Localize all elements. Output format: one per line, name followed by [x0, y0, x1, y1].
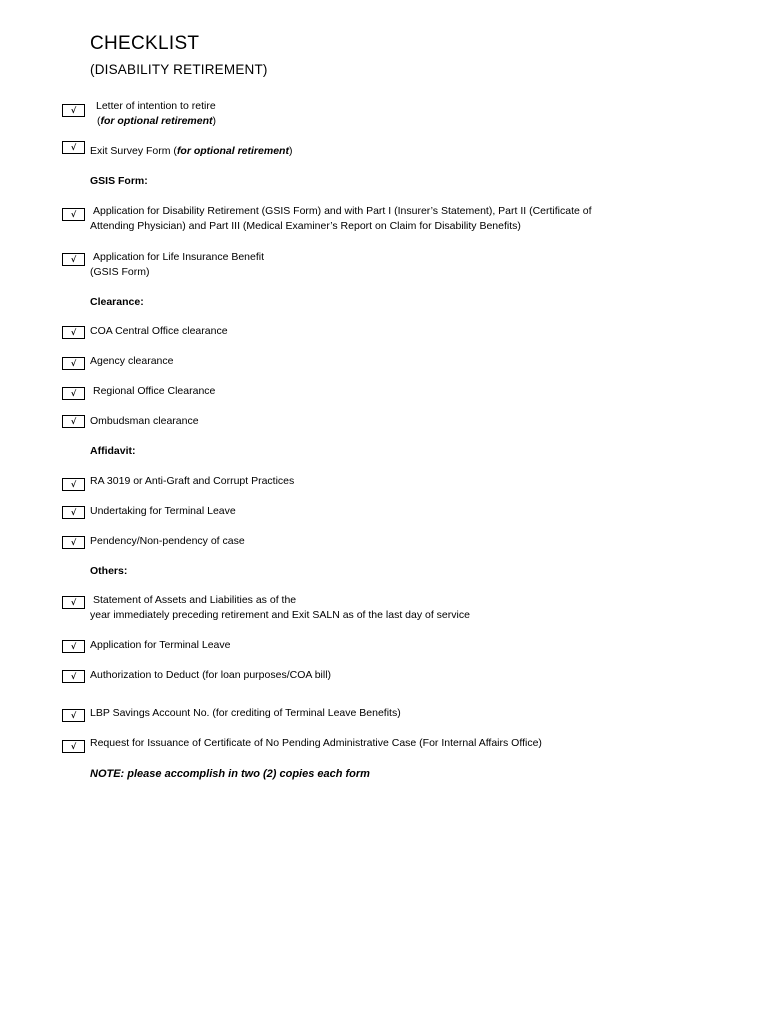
checkbox-undertaking[interactable]: [62, 506, 85, 519]
check-mark-icon: √: [70, 711, 77, 720]
item-letter-intention: Letter of intention to retire (for optional retirement): [96, 100, 217, 127]
checkbox-life-insurance[interactable]: [62, 253, 85, 266]
check-mark-icon: √: [70, 508, 77, 517]
page-title: CHECKLIST: [90, 33, 200, 54]
section-clearance: Clearance:: [90, 296, 144, 308]
item-agency-clearance: Agency clearance: [90, 355, 174, 367]
checkbox-no-pending-case[interactable]: [62, 740, 85, 753]
check-mark-icon: √: [70, 417, 77, 426]
page-subtitle: (DISABILITY RETIREMENT): [90, 62, 268, 77]
item-terminal-leave-application: Application for Terminal Leave: [90, 639, 231, 651]
checkbox-ra3019[interactable]: [62, 478, 85, 491]
item-regional-clearance: Regional Office Clearance: [93, 385, 216, 397]
check-mark-icon: √: [70, 598, 77, 607]
section-gsis-form: GSIS Form:: [90, 175, 148, 187]
item-authorization-deduct: Authorization to Deduct (for loan purposes/COA bill): [90, 669, 332, 681]
checkbox-disability-application[interactable]: [62, 208, 85, 221]
checkbox-coa-clearance[interactable]: [62, 326, 85, 339]
item-undertaking: Undertaking for Terminal Leave: [90, 505, 236, 517]
checkbox-authorization-deduct[interactable]: [62, 670, 85, 683]
check-mark-icon: √: [70, 328, 77, 337]
checkbox-pendency[interactable]: [62, 536, 85, 549]
section-others: Others:: [90, 565, 128, 577]
note: NOTE: please accomplish in two (2) copies each form: [90, 768, 370, 780]
checkbox-ombudsman-clearance[interactable]: [62, 415, 85, 428]
item-pendency: Pendency/Non-pendency of case: [90, 535, 245, 547]
checkbox-agency-clearance[interactable]: [62, 357, 85, 370]
checkbox-lbp-account[interactable]: [62, 709, 85, 722]
item-coa-clearance: COA Central Office clearance: [90, 325, 228, 337]
item-life-insurance: Application for Life Insurance Benefit (GSIS Form): [90, 251, 265, 278]
check-mark-icon: √: [70, 143, 77, 152]
item-lbp-account: LBP Savings Account No. (for crediting of Terminal Leave Benefits): [90, 707, 401, 719]
checkbox-regional-clearance[interactable]: [62, 387, 85, 400]
check-mark-icon: √: [70, 538, 77, 547]
checkbox-terminal-leave-application[interactable]: [62, 640, 85, 653]
checkbox-exit-survey[interactable]: [62, 141, 85, 154]
check-mark-icon: √: [70, 210, 77, 219]
check-mark-icon: √: [70, 672, 77, 681]
check-mark-icon: √: [70, 389, 77, 398]
item-exit-survey: Exit Survey Form (for optional retirement): [90, 145, 293, 157]
checkbox-letter-intention[interactable]: [62, 104, 85, 117]
check-mark-icon: √: [70, 359, 77, 368]
check-mark-icon: √: [70, 742, 77, 751]
check-mark-icon: √: [70, 255, 77, 264]
checkbox-saln[interactable]: [62, 596, 85, 609]
item-saln: Statement of Assets and Liabilities as of the year immediately preceding retirement and Exit SALN as of the last day of service: [90, 594, 470, 621]
check-mark-icon: √: [70, 642, 77, 651]
item-ra3019: RA 3019 or Anti-Graft and Corrupt Practices: [90, 475, 295, 487]
item-ombudsman-clearance: Ombudsman clearance: [90, 415, 199, 427]
section-affidavit: Affidavit:: [90, 445, 136, 457]
check-mark-icon: √: [70, 480, 77, 489]
check-mark-icon: √: [70, 106, 77, 115]
item-no-pending-case: Request for Issuance of Certificate of No Pending Administrative Case (For Internal Affairs Office): [90, 737, 542, 749]
item-disability-application: Application for Disability Retirement (GSIS Form) and with Part I (Insurer’s Statement), Part II (Certificate of Attending Physician) and Part III (Medical Examiner’s Report on Claim for Disability Benefits): [90, 205, 592, 232]
